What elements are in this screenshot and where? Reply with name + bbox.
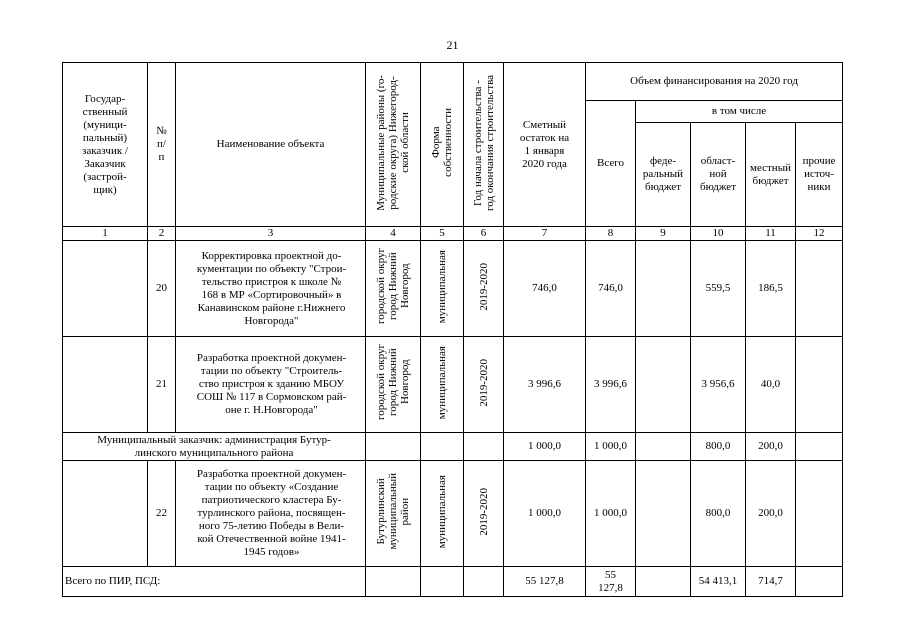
table-row — [63, 461, 843, 567]
cell-years — [464, 241, 504, 337]
table-row — [63, 241, 843, 337]
header-years — [464, 63, 504, 227]
group-row — [63, 433, 843, 461]
cell-district — [366, 433, 421, 461]
cell-total: 3 996,6 — [586, 337, 636, 433]
cell-estimate: 1 000,0 — [504, 433, 586, 461]
header-district — [366, 63, 421, 227]
cell-ownership — [421, 433, 464, 461]
cell-customer — [63, 337, 148, 433]
cell-object-name: Разработка проектной докумен- тации по объекту «Создание патриотического кластера Бу- турлинского района, посвящен- ного 75-летию Победы в Вели- кой Отечественной войне 1941- 1945 годов» — [176, 461, 366, 567]
cell-num: 21 — [148, 337, 176, 433]
cell-object-name: Разработка проектной докумен- тации по объекту "Строитель- ство пристроя к зданию МБОУ СОШ № 117 в Сормовском рай- оне г. Н.Новгорода" — [176, 337, 366, 433]
cell-other — [796, 241, 843, 337]
col-number: 8 — [586, 227, 636, 241]
cell-years — [464, 433, 504, 461]
cell-num: 20 — [148, 241, 176, 337]
header-regional: област- ной бюджет — [691, 123, 746, 227]
cell-estimate: 1 000,0 — [504, 461, 586, 567]
header-object-name: Наименование объекта — [176, 63, 366, 227]
table-row — [63, 337, 843, 433]
cell-other — [796, 461, 843, 567]
cell-local: 186,5 — [746, 241, 796, 337]
cell-years-text: 2019-2020 — [477, 358, 490, 407]
funding-table — [62, 62, 843, 597]
cell-total: 746,0 — [586, 241, 636, 337]
cell-estimate: 3 996,6 — [504, 337, 586, 433]
cell-district — [366, 337, 421, 433]
cell-regional: 800,0 — [691, 433, 746, 461]
col-number: 4 — [366, 227, 421, 241]
col-number: 1 — [63, 227, 148, 241]
header-local: местный бюджет — [746, 123, 796, 227]
cell-customer — [63, 241, 148, 337]
cell-local: 200,0 — [746, 433, 796, 461]
cell-district — [366, 461, 421, 567]
cell-other — [796, 433, 843, 461]
col-number: 5 — [421, 227, 464, 241]
col-number: 2 — [148, 227, 176, 241]
cell-object-name: Корректировка проектной до- кументации по объекту "Строи- тельство пристроя к школе № 168 в МР «Сортировочный» в Канавинском районе г.Нижнего Новгорода" — [176, 241, 366, 337]
cell-local: 200,0 — [746, 461, 796, 567]
header-ownership — [421, 63, 464, 227]
cell-ownership-text: муниципальная — [436, 474, 448, 549]
header-district-text: Муниципальные районы (го- родские округа) Нижегород- ской области — [375, 74, 411, 211]
cell-district — [366, 567, 421, 597]
header-other: прочие источ- ники — [796, 123, 843, 227]
cell-district-text: Бутурлинский муниципальный район — [375, 473, 411, 550]
header-years-text: Год начала строительства - год окончания строительства — [471, 74, 496, 211]
cell-years-text: 2019-2020 — [477, 262, 490, 311]
cell-ownership-text: муниципальная — [436, 345, 448, 420]
cell-years — [464, 461, 504, 567]
group-label: Муниципальный заказчик: администрация Бутур- линского муниципального района — [63, 433, 366, 461]
cell-regional: 3 956,6 — [691, 337, 746, 433]
header-ownership-text: Форма собственности — [430, 108, 454, 177]
summary-row — [63, 567, 843, 597]
col-number: 3 — [176, 227, 366, 241]
cell-ownership — [421, 567, 464, 597]
cell-customer — [63, 461, 148, 567]
cell-regional: 559,5 — [691, 241, 746, 337]
cell-years-text: 2019-2020 — [477, 487, 490, 536]
page-number: 21 — [446, 38, 459, 52]
cell-ownership — [421, 337, 464, 433]
header-customer: Государ- ственный (муници- пальный) заказчик / Заказчик (застрой- щик) — [63, 63, 148, 227]
cell-other — [796, 337, 843, 433]
col-number: 6 — [464, 227, 504, 241]
cell-total: 1 000,0 — [586, 433, 636, 461]
cell-estimate: 55 127,8 — [504, 567, 586, 597]
cell-estimate: 746,0 — [504, 241, 586, 337]
cell-federal — [636, 461, 691, 567]
header-estimate: Сметный остаток на 1 января 2020 года — [504, 63, 586, 227]
cell-ownership-text: муниципальная — [436, 249, 448, 324]
col-number: 12 — [796, 227, 843, 241]
header-including: в том числе — [636, 101, 843, 123]
col-number: 11 — [746, 227, 796, 241]
cell-other — [796, 567, 843, 597]
cell-local: 40,0 — [746, 337, 796, 433]
cell-regional: 800,0 — [691, 461, 746, 567]
header-total: Всего — [586, 101, 636, 227]
cell-regional: 54 413,1 — [691, 567, 746, 597]
header-federal: феде- ральный бюджет — [636, 123, 691, 227]
cell-federal — [636, 337, 691, 433]
cell-total: 55 127,8 — [586, 567, 636, 597]
cell-district-text: городской округ город Нижний Новгород — [375, 248, 411, 325]
header-number: № п/ п — [148, 63, 176, 227]
summary-label: Всего по ПИР, ПСД: — [63, 567, 366, 597]
cell-total: 1 000,0 — [586, 461, 636, 567]
col-number: 7 — [504, 227, 586, 241]
cell-federal — [636, 241, 691, 337]
cell-district-text: городской округ город Нижний Новгород — [375, 344, 411, 421]
cell-district — [366, 241, 421, 337]
cell-local: 714,7 — [746, 567, 796, 597]
header-funding-volume: Объем финансирования на 2020 год — [586, 63, 843, 101]
col-number: 9 — [636, 227, 691, 241]
col-number: 10 — [691, 227, 746, 241]
cell-federal — [636, 567, 691, 597]
cell-years — [464, 567, 504, 597]
cell-ownership — [421, 241, 464, 337]
cell-years — [464, 337, 504, 433]
cell-num: 22 — [148, 461, 176, 567]
cell-ownership — [421, 461, 464, 567]
cell-federal — [636, 433, 691, 461]
